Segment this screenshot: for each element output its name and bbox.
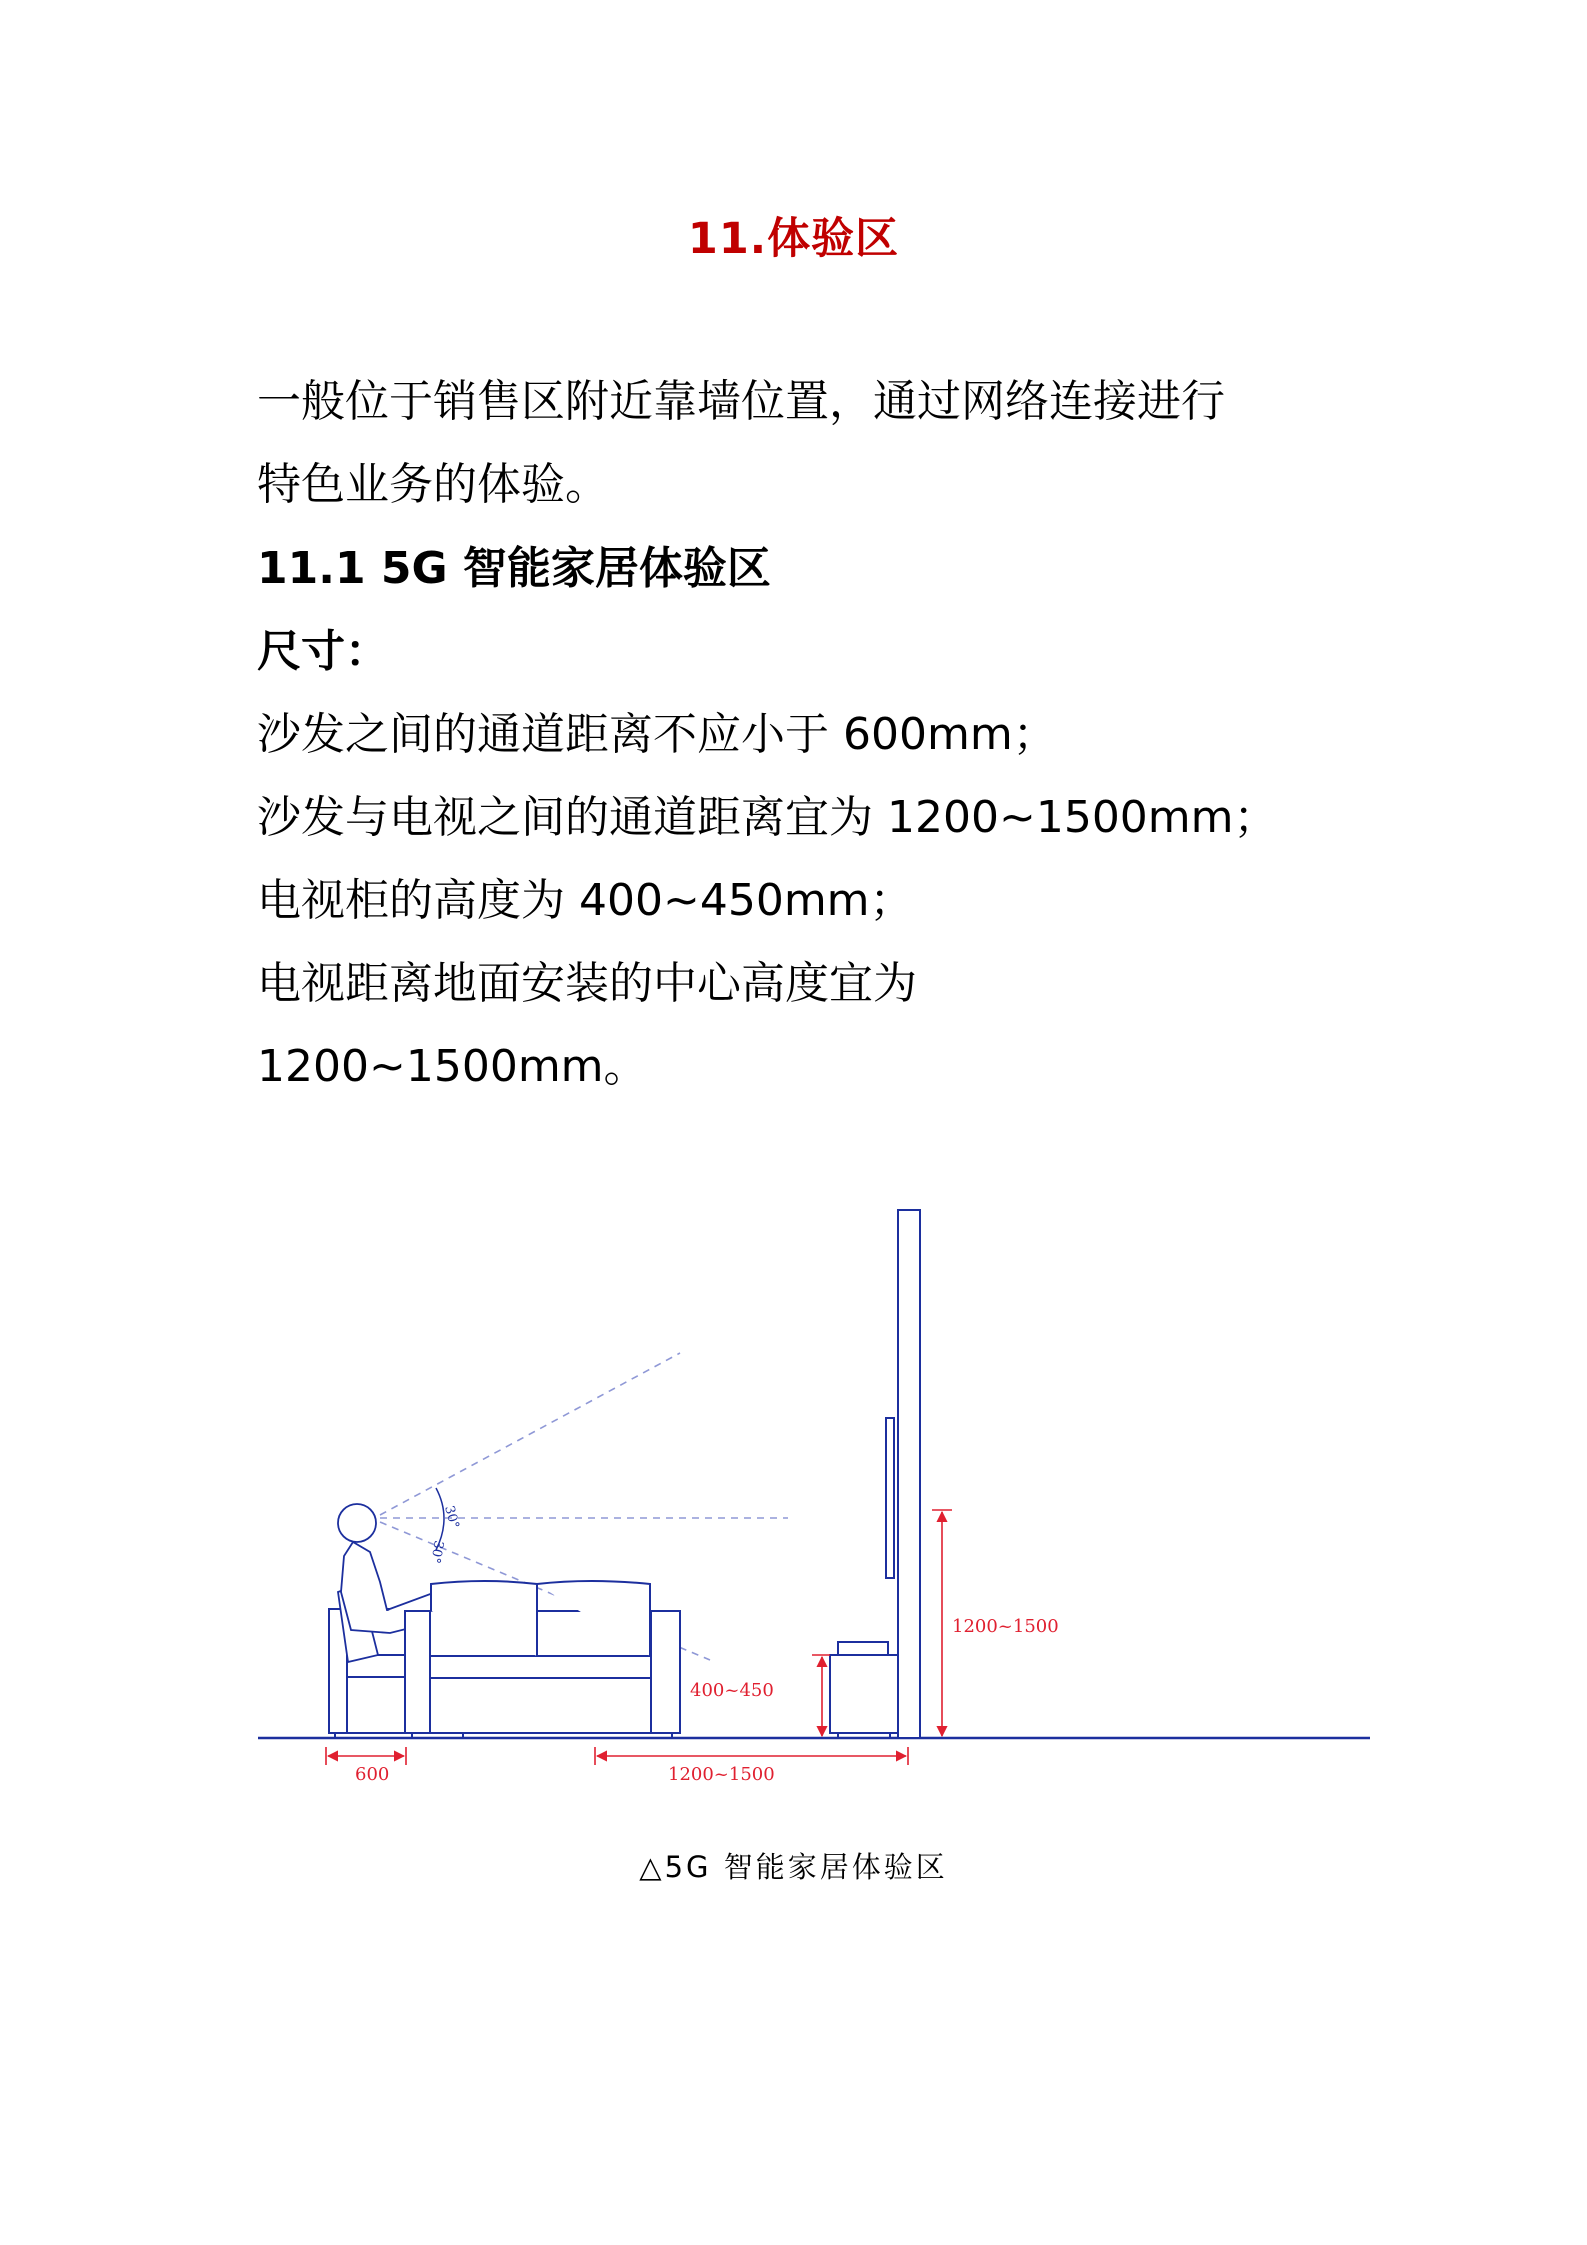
dim-sofa-tv-label: 1200~1500: [668, 1764, 775, 1785]
intro-line-2: 特色业务的体验。: [257, 459, 609, 510]
angle-up-label: 30°: [441, 1504, 462, 1531]
dim-aisle: [326, 1747, 406, 1765]
dim-tv-center-height: [932, 1510, 952, 1736]
tv-cabinet: [830, 1642, 898, 1738]
spec-line-tv-height-value: 1200~1500mm。: [257, 1041, 648, 1092]
sofa: [405, 1581, 680, 1738]
section-heading: 11.1 5G 智能家居体验区: [257, 543, 771, 594]
dim-sofa-tv: [595, 1747, 908, 1765]
intro-line-1: 一般位于销售区附近靠墙位置，通过网络连接进行: [257, 376, 1225, 427]
dim-aisle-label: 600: [355, 1764, 390, 1785]
spec-line-aisle: 沙发之间的通道距离不应小于 600mm；: [257, 709, 1057, 760]
spec-line-tv-height: 电视距离地面安装的中心高度宜为: [257, 958, 917, 1009]
spec-line-sofa-tv: 沙发与电视之间的通道距离宜为 1200~1500mm；: [257, 792, 1278, 843]
wall: [898, 1210, 920, 1738]
angle-down-label: 30°: [427, 1539, 446, 1565]
spec-line-cabinet: 电视柜的高度为 400~450mm；: [257, 875, 914, 926]
dim-cabinet-height: [812, 1655, 830, 1736]
tv-panel: [886, 1418, 894, 1578]
figure-caption: △5G 智能家居体验区: [639, 1850, 948, 1884]
size-label: 尺寸：: [257, 626, 389, 677]
dim-cabinet-label: 400~450: [690, 1680, 774, 1701]
page-title: 11.体验区: [687, 214, 900, 264]
experience-area-drawing: [240, 1200, 1380, 1800]
dim-tv-center-label: 1200~1500: [952, 1616, 1059, 1637]
